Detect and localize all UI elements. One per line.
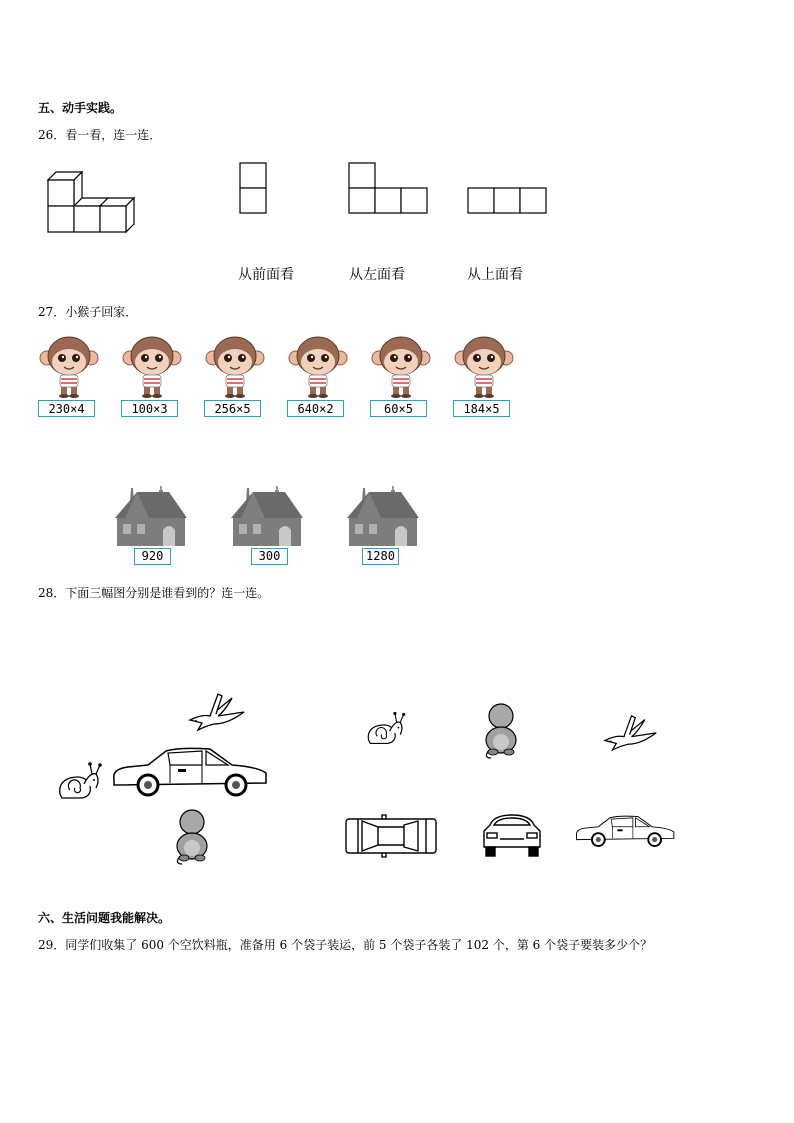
monkey-3 (207, 334, 263, 398)
monkey-back (174, 808, 210, 866)
monkey-expression-6: 184×5 (453, 400, 510, 417)
view-label-left: 从左面看 (349, 267, 405, 283)
house-3 (347, 486, 419, 546)
house-2 (231, 486, 303, 546)
house-number-2: 300 (251, 548, 288, 565)
car-top-view (344, 815, 438, 857)
section-title: 五、动手实践。 (38, 101, 123, 115)
question-27: 27．小猴子回家． (38, 305, 138, 319)
house-1 (115, 486, 187, 546)
monkey-expression-5: 60×5 (370, 400, 427, 417)
monkey-expression-1: 230×4 (38, 400, 95, 417)
monkey-expression-3: 256×5 (204, 400, 261, 417)
car-front-view (480, 813, 544, 859)
house-number-3: 1280 (362, 548, 399, 565)
snail (56, 760, 102, 800)
question-26: 26．看一看，连一连． (38, 128, 162, 142)
monkey-5 (373, 334, 429, 398)
view-label-top: 从上面看 (467, 267, 523, 283)
swallow-bird-small (603, 712, 659, 750)
cube-solid-figure (46, 168, 138, 234)
monkey-back-small (483, 702, 519, 758)
front-view-figure (239, 162, 267, 214)
monkey-1 (41, 334, 97, 398)
question-29: 29．同学们收集了 600 个空饮料瓶，准备用 6 个袋子装运，前 5 个袋子各装了 102 个，第 6 个袋子要装多少个？ (38, 938, 653, 952)
view-label-front: 从前面看 (238, 267, 294, 283)
left-view-figure (348, 162, 428, 214)
monkey-expression-2: 100×3 (121, 400, 178, 417)
monkey-4 (290, 334, 346, 398)
swallow-bird (188, 690, 246, 732)
monkey-6 (456, 334, 512, 398)
monkey-expression-4: 640×2 (287, 400, 344, 417)
top-view-figure (467, 187, 547, 214)
snail-small (365, 710, 405, 748)
car-side-small (574, 814, 678, 858)
car-side (110, 745, 270, 803)
question-28: 28．下面三幅图分别是谁看到的？连一连。 (38, 586, 270, 600)
monkey-2 (124, 334, 180, 398)
house-number-1: 920 (134, 548, 171, 565)
section-title-6: 六、生活问题我能解决。 (38, 911, 171, 925)
